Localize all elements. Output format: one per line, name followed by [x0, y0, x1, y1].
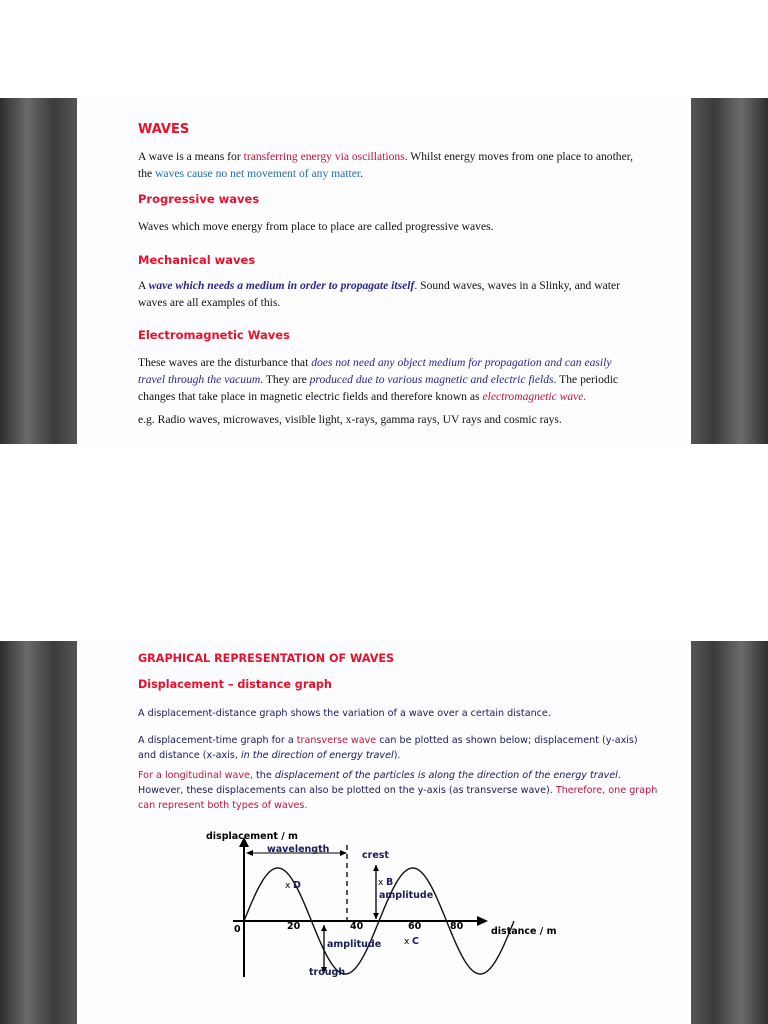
slide-graphical-content: [77, 641, 691, 1024]
point-d-marker: x: [285, 881, 291, 891]
tick-label-60: 60: [408, 921, 422, 932]
paragraph-definition: A displacement-distance graph shows the variation of a wave over a certain distance.: [138, 708, 551, 719]
mechanical-text: A wave which needs a medium in order to propagate itself. Sound waves, waves in a Slinky, and water waves are all examples of this.: [138, 279, 620, 309]
em-examples: e.g. Radio waves, microwaves, visible light, x-rays, gamma rays, UV rays and cosmic rays.: [138, 413, 562, 426]
tick-label-80: 80: [450, 921, 464, 932]
paragraph-longitudinal: For a longitudinal wave, the displacement of the particles is along the direction of the energy travel. However, these displacements can also be plotted on the y-axis (as transverse wave). Therefore, one graph can represent both types of waves.: [138, 770, 658, 811]
left-margin-shadow: [0, 641, 77, 1024]
section-title: GRAPHICAL REPRESENTATION OF WAVES: [138, 652, 395, 665]
slide-waves-content: [77, 98, 691, 444]
mechanical-heading: Mechanical waves: [138, 253, 256, 267]
page-title: WAVES: [138, 122, 190, 137]
slide-waves: [0, 98, 768, 444]
point-d-label: D: [293, 880, 301, 891]
trough-label: trough: [309, 967, 346, 978]
amplitude-bottom-label: amplitude: [327, 939, 382, 950]
paragraph-transverse: A displacement-time graph for a transverse wave can be plotted as shown below; displacement (y-axis) and distance (x-axis, in the direction of energy travel).: [138, 735, 638, 761]
point-c-marker: x: [404, 937, 410, 947]
tick-label-20: 20: [287, 921, 301, 932]
progressive-text: Waves which move energy from place to place are called progressive waves.: [138, 220, 494, 233]
progressive-heading: Progressive waves: [138, 192, 260, 206]
intro-paragraph: A wave is a means for transferring energy via oscillations. Whilst energy moves from one place to another, the waves cause no net movement of any matter.: [138, 150, 634, 180]
subheading: Displacement – distance graph: [138, 678, 332, 691]
right-margin-shadow: [691, 641, 768, 1024]
point-b-label: B: [386, 877, 394, 888]
x-axis-label: distance / m: [491, 926, 557, 937]
y-axis-label: displacement / m: [206, 831, 298, 842]
x-axis-arrow: [477, 916, 488, 926]
right-margin-shadow: [691, 98, 768, 444]
em-heading: Electromagnetic Waves: [138, 328, 290, 342]
tick-label-40: 40: [350, 921, 364, 932]
tick-label-0: 0: [234, 924, 241, 935]
em-text: These waves are the disturbance that does not need any object medium for propagation and can easily travel through the vacuum. They are produced due to various magnetic and electric fields. The periodic changes that take place in magnetic electric fields and therefore known as electromagnetic wave.: [138, 356, 619, 403]
crest-label: crest: [362, 850, 389, 861]
wave-graph: [77, 641, 691, 1024]
point-b-marker: x: [378, 878, 384, 888]
point-c-label: C: [412, 936, 419, 947]
wavelength-label: wavelength: [267, 844, 330, 855]
amplitude-top-label: amplitude: [379, 890, 434, 901]
left-margin-shadow: [0, 98, 77, 444]
slide-graphical: [0, 641, 768, 1024]
